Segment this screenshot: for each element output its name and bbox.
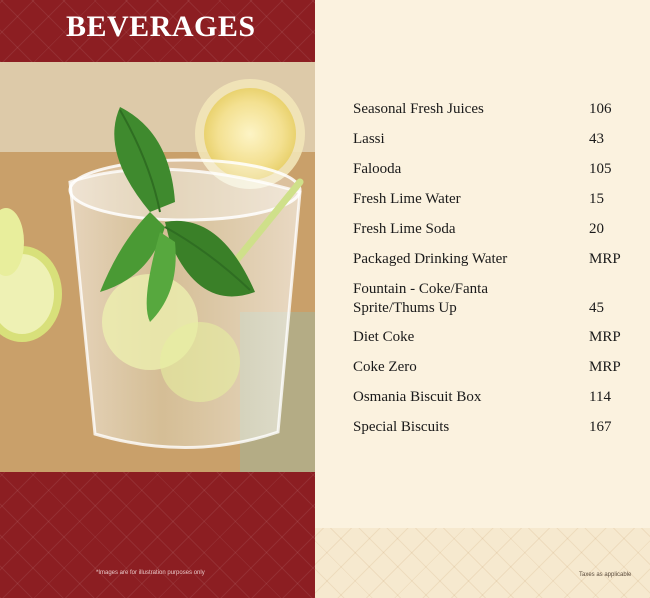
item-name: Fresh Lime Water (353, 191, 461, 207)
item-name: Special Biscuits (353, 419, 450, 435)
page-title: BEVERAGES (66, 10, 256, 43)
item-price: MRP (589, 329, 621, 345)
left-panel (0, 0, 315, 598)
menu-item (353, 190, 633, 209)
item-price: 167 (589, 419, 612, 435)
menu-item (353, 418, 633, 437)
image-disclaimer: *Images are for illustration purposes only (96, 570, 205, 576)
item-price: 20 (589, 221, 604, 237)
item-name: Osmania Biscuit Box (353, 389, 482, 405)
tax-note: Taxes as applicable (579, 572, 632, 578)
menu-item (353, 280, 633, 318)
drink-photo (0, 62, 315, 472)
decorative-pattern (315, 528, 650, 598)
footer-band (0, 472, 315, 598)
item-price: 105 (589, 161, 612, 177)
menu-item (353, 130, 633, 149)
header-band (0, 0, 315, 62)
menu-item (353, 328, 633, 347)
item-name: Seasonal Fresh Juices (353, 101, 484, 117)
menu-item (353, 250, 633, 269)
item-price: 45 (589, 300, 604, 316)
mint-lime-drink-illustration (0, 62, 315, 472)
menu-item (353, 358, 633, 377)
item-price: 43 (589, 131, 604, 147)
item-name: Coke Zero (353, 359, 417, 375)
right-panel (315, 0, 650, 598)
item-name: Fountain - Coke/Fanta Sprite/Thums Up (353, 281, 488, 316)
menu-item (353, 220, 633, 239)
item-price: 106 (589, 101, 612, 117)
item-price: MRP (589, 359, 621, 375)
menu-item (353, 100, 633, 119)
item-price: 15 (589, 191, 604, 207)
item-price: 114 (589, 389, 611, 405)
menu-item (353, 160, 633, 179)
item-name: Diet Coke (353, 329, 415, 345)
menu-item (353, 388, 633, 407)
item-name: Lassi (353, 131, 385, 147)
item-name: Fresh Lime Soda (353, 221, 456, 237)
item-name: Packaged Drinking Water (353, 251, 508, 267)
item-name: Falooda (353, 161, 402, 177)
item-price: MRP (589, 251, 621, 267)
